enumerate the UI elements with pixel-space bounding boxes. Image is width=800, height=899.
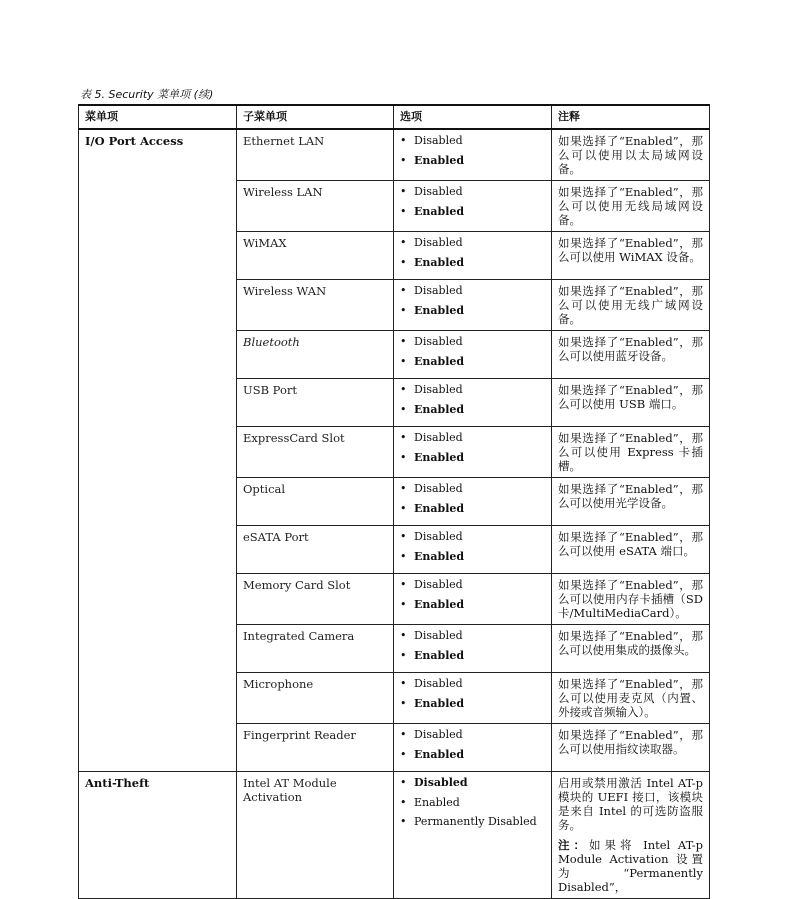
table-caption: 表 5. Security 菜单项 (续) xyxy=(80,88,214,101)
note-cell xyxy=(552,574,710,625)
options-list xyxy=(400,530,545,569)
option-item xyxy=(400,776,545,796)
bullet-icon: • xyxy=(400,450,407,464)
option-item xyxy=(400,134,545,154)
option-item xyxy=(400,748,545,768)
note-cell xyxy=(552,673,710,724)
bullet-icon: • xyxy=(400,677,407,690)
option-item xyxy=(400,355,545,375)
option-item xyxy=(400,185,545,205)
bullet-icon: • xyxy=(400,629,407,642)
bullet-icon: • xyxy=(400,255,407,269)
security-menu-table xyxy=(78,104,710,899)
bullet-icon: • xyxy=(400,530,407,543)
note-cell xyxy=(552,724,710,772)
option-label: Disabled xyxy=(414,134,463,147)
option-label: Enabled xyxy=(414,153,465,167)
option-label: Disabled xyxy=(414,530,463,543)
options-cell xyxy=(394,232,552,280)
options-cell xyxy=(394,379,552,427)
option-item xyxy=(400,154,545,174)
submenu-item-cell: USB Port xyxy=(237,379,394,427)
option-label: Disabled xyxy=(414,284,463,297)
option-label: Disabled xyxy=(414,776,468,789)
submenu-item-cell: ExpressCard Slot xyxy=(237,427,394,478)
submenu-item-cell: Fingerprint Reader xyxy=(237,724,394,772)
table-body xyxy=(79,129,710,899)
option-item xyxy=(400,649,545,669)
option-label: Enabled xyxy=(414,303,465,317)
note-remark-label: 注： xyxy=(558,838,590,852)
note-cell xyxy=(552,331,710,379)
bullet-icon: • xyxy=(400,335,407,348)
header-notes: 注释 xyxy=(552,105,710,129)
option-item xyxy=(400,578,545,598)
note-text: 如果选择了“Enabled”，那么可以使用指纹读取器。 xyxy=(558,728,703,756)
note-cell xyxy=(552,526,710,574)
options-list xyxy=(400,578,545,617)
options-cell xyxy=(394,427,552,478)
option-item xyxy=(400,629,545,649)
table-header-row xyxy=(79,105,710,129)
note-text: 如果选择了“Enabled”，那么可以使用无线广域网设备。 xyxy=(558,284,703,326)
options-cell xyxy=(394,181,552,232)
option-item xyxy=(400,502,545,522)
options-cell xyxy=(394,625,552,673)
options-list xyxy=(400,236,545,275)
submenu-item-cell: WiMAX xyxy=(237,232,394,280)
bullet-icon: • xyxy=(400,402,407,416)
option-label: Disabled xyxy=(414,482,463,495)
options-list xyxy=(400,728,545,767)
option-label: Disabled xyxy=(414,677,463,690)
note-cell xyxy=(552,379,710,427)
note-cell xyxy=(552,478,710,526)
header-options: 选项 xyxy=(394,105,552,129)
option-label: Disabled xyxy=(414,185,463,198)
option-label: Enabled xyxy=(414,747,465,761)
options-cell xyxy=(394,772,552,899)
option-label: Enabled xyxy=(414,549,465,563)
note-text: 如果选择了“Enabled”，那么可以使用麦克风（内置、外接或音频输入）。 xyxy=(558,677,703,719)
option-item xyxy=(400,482,545,502)
submenu-item-cell: Integrated Camera xyxy=(237,625,394,673)
option-item xyxy=(400,815,545,835)
options-list xyxy=(400,335,545,374)
option-item xyxy=(400,335,545,355)
option-item xyxy=(400,550,545,570)
options-list xyxy=(400,134,545,173)
options-list xyxy=(400,185,545,224)
bullet-icon: • xyxy=(400,482,407,495)
bullet-icon: • xyxy=(400,578,407,591)
option-item xyxy=(400,403,545,423)
note-cell xyxy=(552,427,710,478)
submenu-item-cell: Optical xyxy=(237,478,394,526)
submenu-item-cell: Bluetooth xyxy=(237,331,394,379)
bullet-icon: • xyxy=(400,696,407,710)
options-list xyxy=(400,776,545,835)
option-item xyxy=(400,728,545,748)
option-item xyxy=(400,431,545,451)
note-text: 如果选择了“Enabled”，那么可以使用集成的摄像头。 xyxy=(558,629,703,657)
options-list xyxy=(400,383,545,422)
option-label: Enabled xyxy=(414,597,465,611)
submenu-item-cell: Microphone xyxy=(237,673,394,724)
note-remark xyxy=(558,838,703,894)
options-cell xyxy=(394,331,552,379)
note-text: 如果选择了“Enabled”，那么可以使用 eSATA 端口。 xyxy=(558,530,703,558)
options-cell xyxy=(394,129,552,181)
bullet-icon: • xyxy=(400,303,407,317)
option-item xyxy=(400,451,545,471)
note-text: 启用或禁用激活 Intel AT-p 模块的 UEFI 接口，该模块是来自 Intel 的可选防盗服务。 xyxy=(558,776,703,832)
bullet-icon: • xyxy=(400,383,407,396)
option-item xyxy=(400,697,545,717)
note-text: 如果选择了“Enabled”，那么可以使用光学设备。 xyxy=(558,482,703,510)
menu-item-cell: Anti-Theft xyxy=(79,772,237,899)
header-submenu-item: 子菜单项 xyxy=(237,105,394,129)
bullet-icon: • xyxy=(400,204,407,218)
option-label: Disabled xyxy=(414,383,463,396)
submenu-item-cell: Intel AT Module Activation xyxy=(237,772,394,899)
option-item xyxy=(400,796,545,816)
options-list xyxy=(400,431,545,470)
options-list xyxy=(400,482,545,521)
option-label: Enabled xyxy=(414,204,465,218)
option-item xyxy=(400,383,545,403)
note-cell xyxy=(552,181,710,232)
note-text: 如果选择了“Enabled”，那么可以使用 USB 端口。 xyxy=(558,383,703,411)
option-label: Enabled xyxy=(414,354,465,368)
options-cell xyxy=(394,478,552,526)
note-cell xyxy=(552,232,710,280)
option-label: Disabled xyxy=(414,629,463,642)
bullet-icon: • xyxy=(400,648,407,662)
option-label: Disabled xyxy=(414,236,463,249)
options-cell xyxy=(394,724,552,772)
options-list xyxy=(400,284,545,323)
note-text: 如果选择了“Enabled”，那么可以使用蓝牙设备。 xyxy=(558,335,703,363)
option-item xyxy=(400,677,545,697)
option-label: Enabled xyxy=(414,501,465,515)
option-label: Enabled xyxy=(414,648,465,662)
bullet-icon: • xyxy=(400,501,407,515)
note-remark-text: 如果将 Intel AT-p Module Activation 设置为“Permanently Disabled”， xyxy=(558,838,704,894)
bullet-icon: • xyxy=(400,795,407,809)
note-cell xyxy=(552,772,710,899)
bullet-icon: • xyxy=(400,354,407,368)
option-label: Disabled xyxy=(414,335,463,348)
bullet-icon: • xyxy=(400,815,407,828)
menu-item-cell: I/O Port Access xyxy=(79,129,237,772)
option-label: Disabled xyxy=(414,728,463,741)
option-item xyxy=(400,205,545,225)
table-row xyxy=(79,129,710,181)
option-item xyxy=(400,284,545,304)
bullet-icon: • xyxy=(400,185,407,198)
note-cell xyxy=(552,625,710,673)
bullet-icon: • xyxy=(400,284,407,297)
note-text: 如果选择了“Enabled”，那么可以使用 Express 卡插槽。 xyxy=(558,431,703,473)
options-cell xyxy=(394,526,552,574)
bullet-icon: • xyxy=(400,153,407,167)
header-menu-item: 菜单项 xyxy=(79,105,237,129)
option-item xyxy=(400,236,545,256)
note-text: 如果选择了“Enabled”，那么可以使用 WiMAX 设备。 xyxy=(558,236,703,264)
bullet-icon: • xyxy=(400,549,407,563)
option-label: Disabled xyxy=(414,578,463,591)
option-label: Enabled xyxy=(414,696,465,710)
options-list xyxy=(400,677,545,716)
option-label: Enabled xyxy=(414,795,460,809)
note-text: 如果选择了“Enabled”，那么可以使用无线局域网设备。 xyxy=(558,185,703,227)
submenu-item-cell: Ethernet LAN xyxy=(237,129,394,181)
options-cell xyxy=(394,574,552,625)
bullet-icon: • xyxy=(400,236,407,249)
options-cell xyxy=(394,673,552,724)
option-label: Permanently Disabled xyxy=(414,815,537,828)
options-cell xyxy=(394,280,552,331)
note-text: 如果选择了“Enabled”，那么可以使用以太局域网设备。 xyxy=(558,134,703,176)
bullet-icon: • xyxy=(400,597,407,611)
option-item xyxy=(400,304,545,324)
option-label: Disabled xyxy=(414,431,463,444)
submenu-item-cell: Wireless WAN xyxy=(237,280,394,331)
bullet-icon: • xyxy=(400,431,407,444)
option-label: Enabled xyxy=(414,402,465,416)
bullet-icon: • xyxy=(400,134,407,147)
bullet-icon: • xyxy=(400,747,407,761)
option-label: Enabled xyxy=(414,255,465,269)
bullet-icon: • xyxy=(400,728,407,741)
option-item xyxy=(400,530,545,550)
note-text: 如果选择了“Enabled”，那么可以使用内存卡插槽（SD 卡/MultiMediaCard）。 xyxy=(558,578,703,620)
option-item xyxy=(400,598,545,618)
option-item xyxy=(400,256,545,276)
note-cell xyxy=(552,280,710,331)
note-cell xyxy=(552,129,710,181)
table-row xyxy=(79,772,710,899)
option-label: Enabled xyxy=(414,450,465,464)
submenu-item-cell: eSATA Port xyxy=(237,526,394,574)
bullet-icon: • xyxy=(400,776,407,789)
submenu-item-cell: Wireless LAN xyxy=(237,181,394,232)
options-list xyxy=(400,629,545,668)
submenu-item-cell: Memory Card Slot xyxy=(237,574,394,625)
